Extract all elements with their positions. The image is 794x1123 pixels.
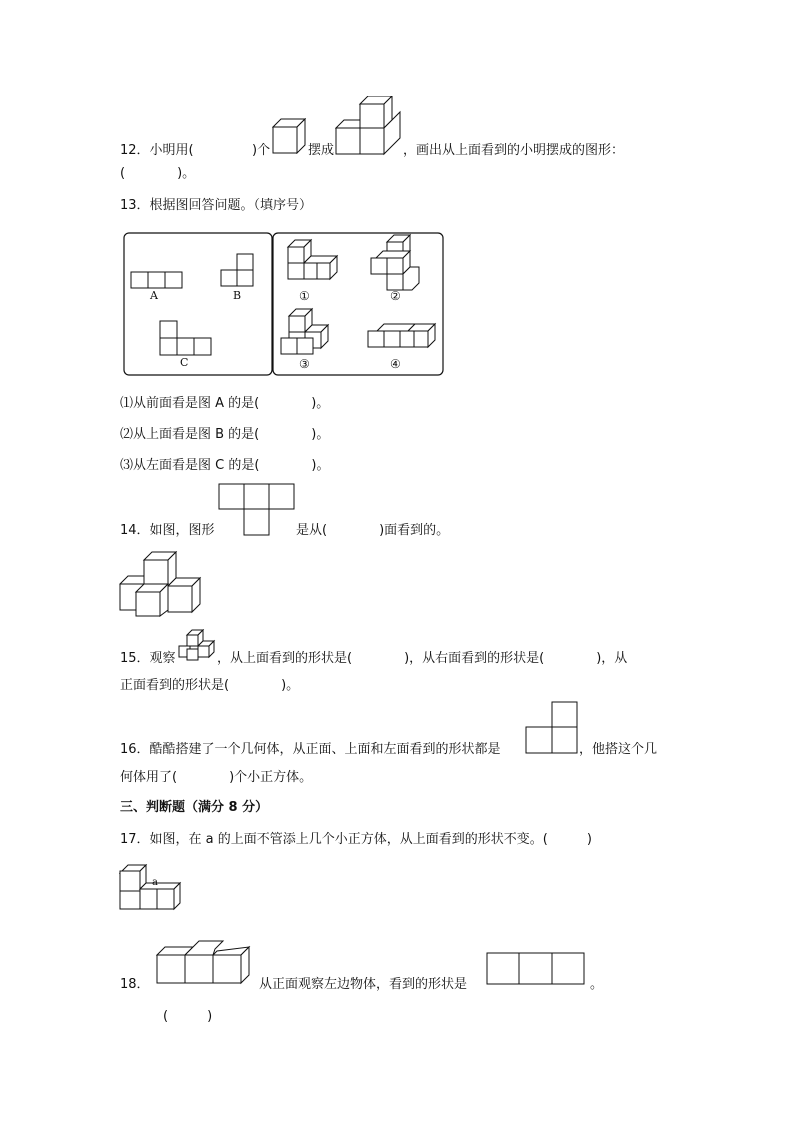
q15-line2: 正面看到的形状是( )。	[120, 678, 300, 693]
cube-a-label: a	[152, 877, 158, 888]
section-title: 三、判断题（满分 8 分）	[120, 800, 269, 815]
label-1: ①	[299, 289, 310, 303]
label-4: ④	[390, 357, 401, 371]
q15-suffix: ，从上面看到的形状是( )，从右面看到的形状是( )，从	[217, 651, 628, 666]
q15-prefix: 15．观察	[120, 651, 176, 666]
three-squares-view-figure	[486, 952, 586, 986]
q18-answer: ( )	[163, 1009, 213, 1024]
label-2: ②	[390, 289, 401, 303]
q16-prefix: 16．酷酷搭建了一个几何体，从正面、上面和左面看到的形状都是	[120, 742, 501, 757]
q18-suffix: 。	[590, 977, 604, 992]
q13-sub1: ⑴从前面看是图 A 的是( )。	[120, 396, 330, 411]
q14-cubes-figure	[119, 551, 205, 617]
t-shape-view-figure	[218, 483, 298, 537]
label-a: A	[150, 289, 158, 302]
q18-cubes-figure	[156, 939, 252, 985]
q12-prefix: 12．小明用(	[120, 143, 194, 158]
q13-figure-box	[123, 232, 445, 377]
q12-mid1: )个	[252, 143, 271, 158]
stacked-cubes-figure	[335, 96, 403, 156]
label-c: C	[180, 356, 189, 369]
single-cube-figure	[272, 118, 306, 154]
q13-title: 13．根据图回答问题。（填序号）	[120, 198, 313, 213]
q12-suffix: ，画出从上面看到的小明摆成的图形：	[403, 143, 625, 158]
q16-suffix: ，他搭这个几	[579, 742, 658, 757]
q12-mid2: 摆成	[308, 143, 335, 158]
l-shape-view-figure	[525, 701, 579, 755]
q15-cubes-figure	[178, 629, 216, 661]
q17-text: 17．如图，在 a 的上面不管添上几个小正方体，从上面看到的形状不变。( )	[120, 832, 592, 847]
q12-line2: ( )。	[120, 166, 196, 181]
q14-suffix: 是从( )面看到的。	[296, 523, 450, 538]
q13-sub2: ⑵从上面看是图 B 的是( )。	[120, 427, 330, 442]
q17-cubes-figure	[119, 864, 183, 912]
q13-sub3: ⑶从左面看是图 C 的是( )。	[120, 458, 330, 473]
q18-prefix: 18．	[120, 977, 150, 992]
label-3: ③	[299, 357, 310, 371]
label-b: B	[233, 289, 242, 302]
q14-prefix: 14．如图，图形	[120, 523, 215, 538]
q16-line2: 何体用了( )个小正方体。	[120, 770, 313, 785]
q18-mid: 从正面观察左边物体，看到的形状是	[259, 977, 468, 992]
